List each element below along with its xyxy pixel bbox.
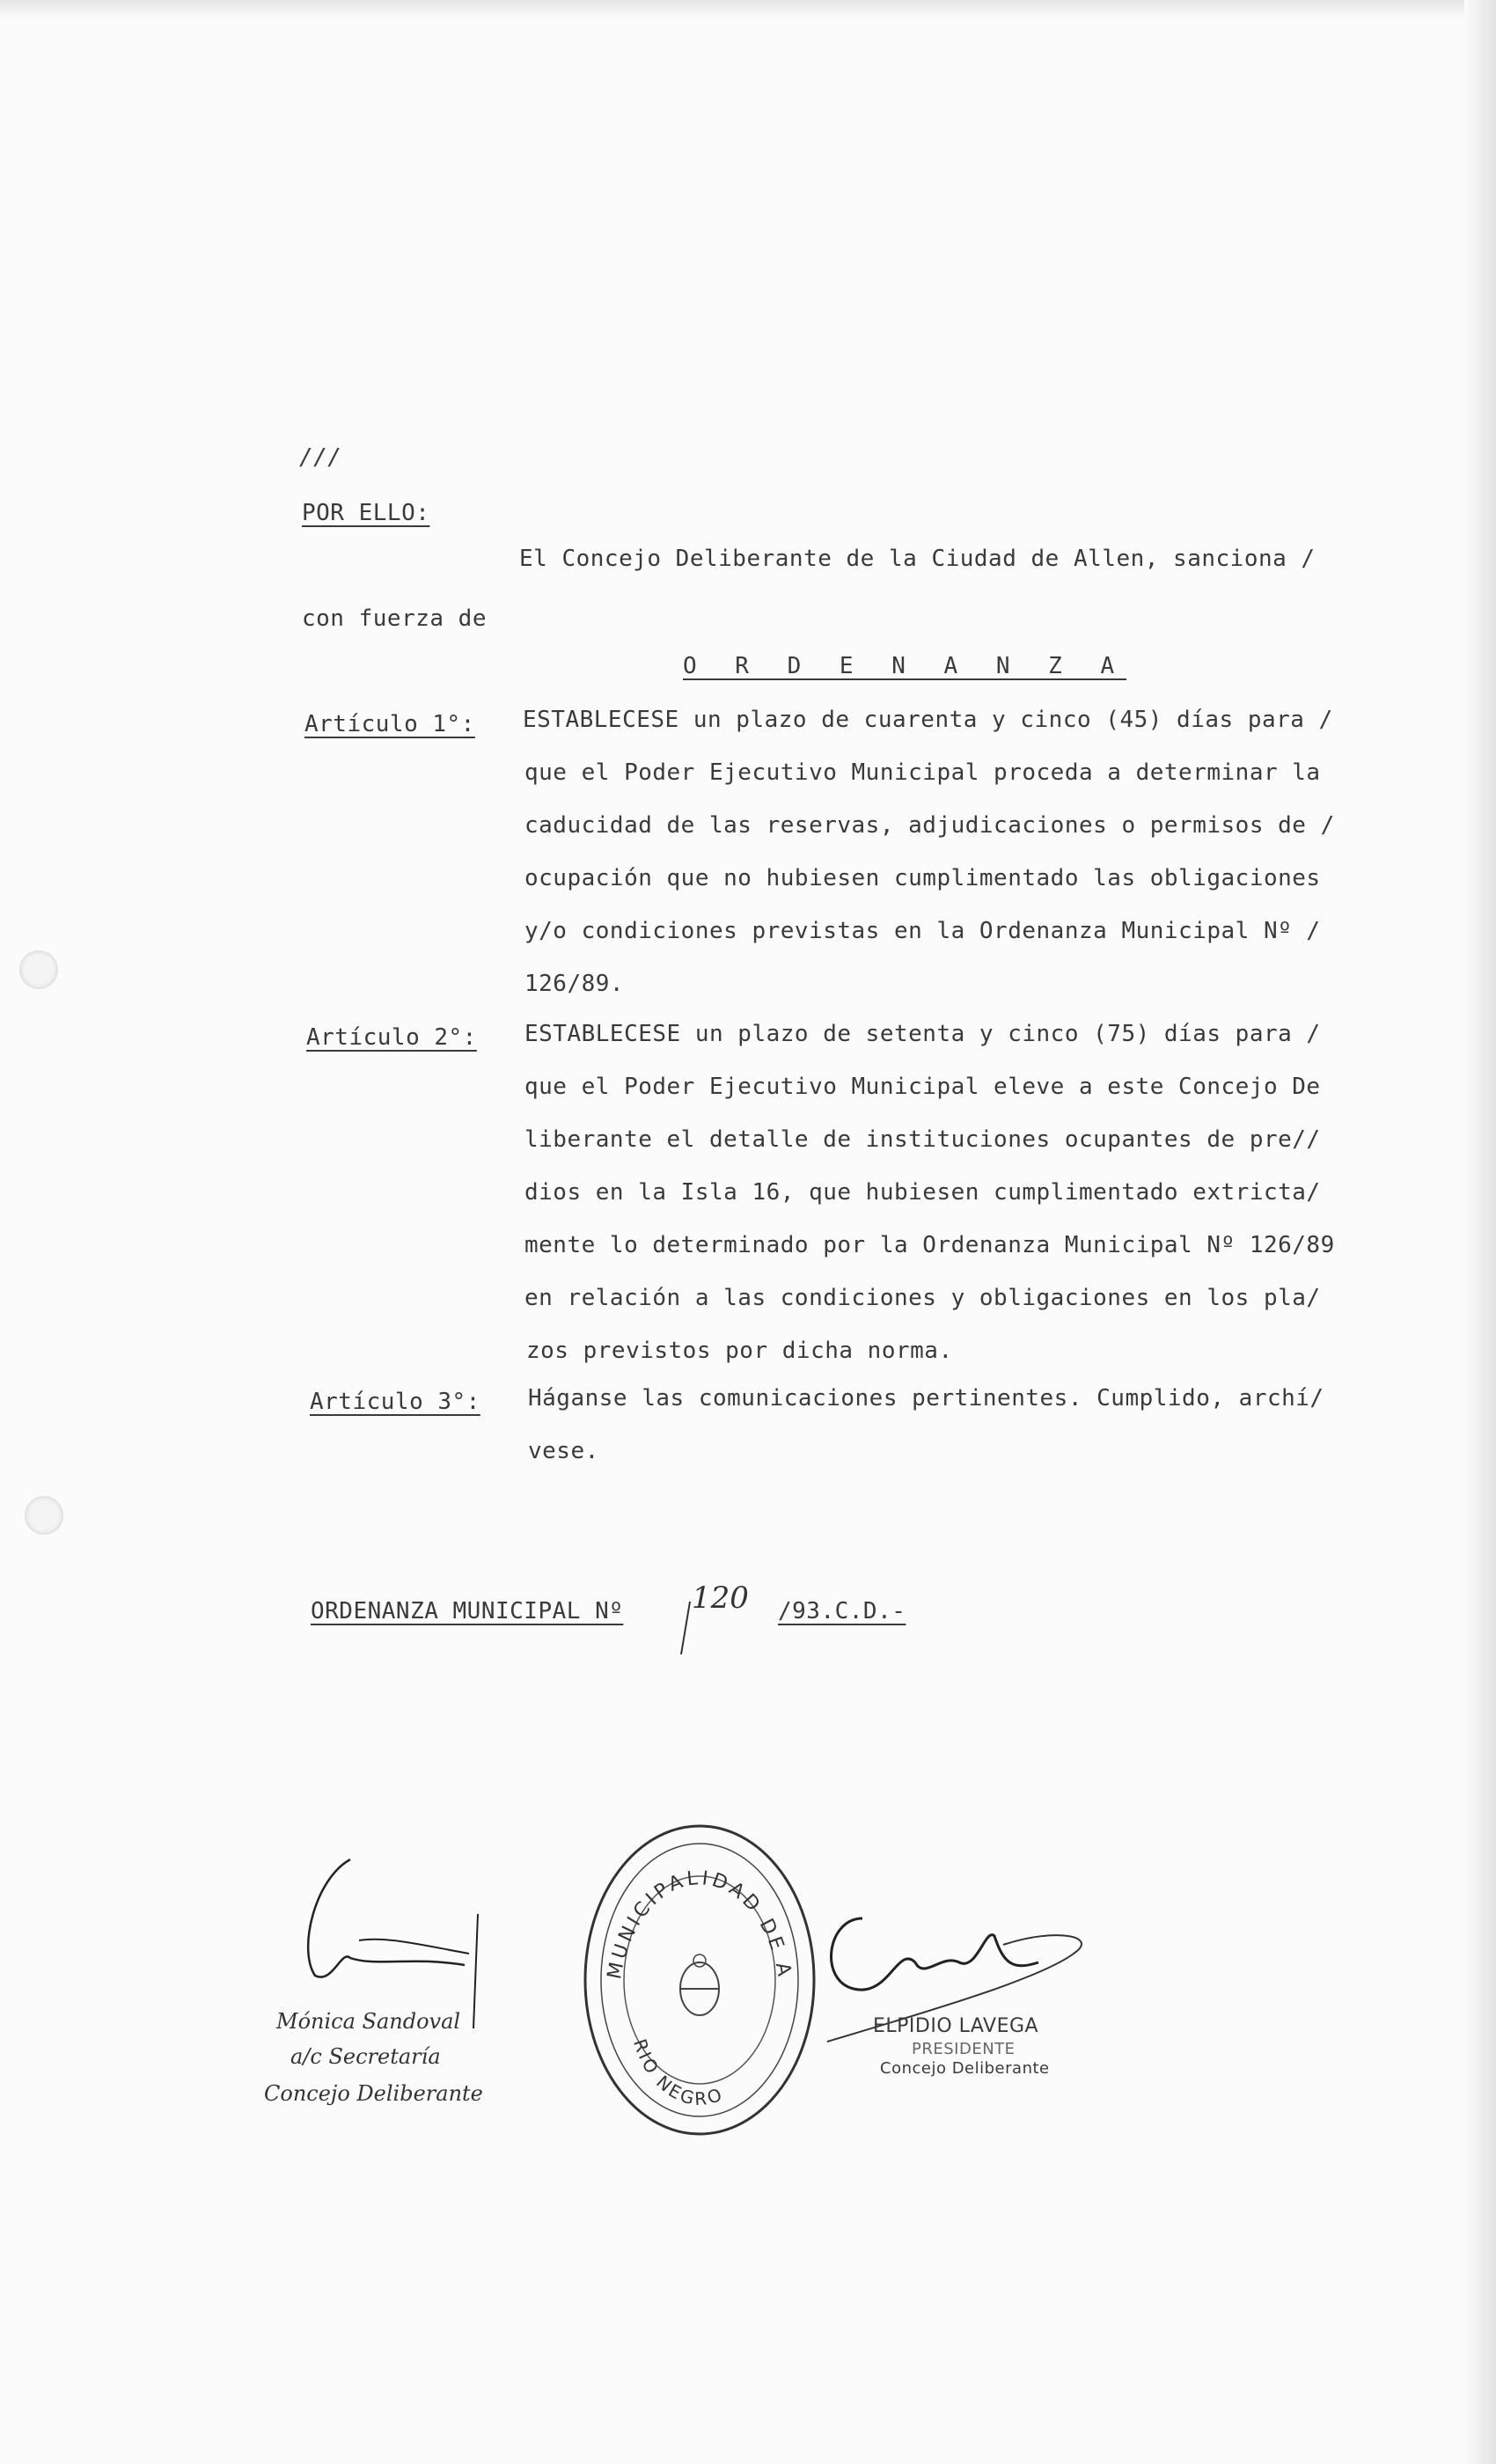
punch-hole: [25, 1496, 63, 1535]
left-signature-role: a/c Secretaría: [290, 2044, 441, 2069]
article-1-line: que el Poder Ejecutivo Municipal proceda a determinar la: [524, 759, 1321, 786]
svg-text:RIO NEGRO: RIO NEGRO: [629, 2035, 728, 2110]
intro-line-2: con fuerza de: [302, 605, 487, 632]
left-signature-scribble: [280, 1852, 509, 1993]
article-2-line: liberante el detalle de instituciones ocupantes de pre//: [524, 1126, 1321, 1153]
right-stamp-body: Concejo Deliberante: [880, 2059, 1050, 2078]
article-3-line: Háganse las comunicaciones pertinentes. Cumplido, archí/: [528, 1385, 1324, 1412]
official-seal: [571, 1805, 818, 2138]
article-2-line: que el Poder Ejecutivo Municipal eleve a este Concejo De: [524, 1074, 1321, 1100]
intro-line-1: El Concejo Deliberante de la Ciudad de Allen, sanciona /: [519, 546, 1316, 572]
article-1-line: caducidad de las reservas, adjudicaciones o permisos de /: [524, 812, 1335, 839]
article-2-line: mente lo determinado por la Ordenanza Municipal Nº 126/89: [524, 1232, 1335, 1258]
article-1-line: ESTABLECESE un plazo de cuarenta y cinco (45) días para /: [523, 707, 1333, 733]
article-2-line: zos previstos por dicha norma.: [526, 1338, 953, 1364]
page-right-edge: [1464, 0, 1496, 2464]
article-1-line: y/o condiciones previstas en la Ordenanza Municipal Nº /: [524, 918, 1321, 944]
punch-hole: [19, 950, 58, 989]
ordinance-suffix: /93.C.D.-: [778, 1598, 906, 1624]
article-1-label: Artículo 1°:: [304, 711, 475, 737]
article-1-line: ocupación que no hubiesen cumplimentado las obligaciones: [524, 865, 1321, 891]
article-2-line: dios en la Isla 16, que hubiesen cumplimentado extricta/: [524, 1179, 1321, 1206]
article-2-label: Artículo 2°:: [306, 1024, 477, 1051]
ordinance-number-handwritten: 120: [692, 1580, 749, 1616]
page-top-edge: [0, 0, 1496, 19]
article-2-line: ESTABLECESE un plazo de setenta y cinco (75) días para /: [524, 1021, 1321, 1047]
left-signature-name: Mónica Sandoval: [276, 2009, 461, 2034]
article-3-label: Artículo 3°:: [310, 1389, 480, 1415]
handwritten-stroke: [678, 1602, 713, 1654]
article-3-line: vese.: [528, 1438, 599, 1464]
right-stamp-name: ELPIDIO LAVEGA: [873, 2015, 1039, 2037]
por-ello-label: POR ELLO:: [302, 500, 430, 526]
svg-text:MUNICIPALIDAD DE ALLEN: MUNICIPALIDAD DE ALLEN: [571, 1805, 796, 1982]
article-1-line: 126/89.: [524, 971, 625, 997]
right-stamp-title: PRESIDENTE: [912, 2040, 1016, 2058]
ordinance-prefix: ORDENANZA MUNICIPAL Nº: [311, 1598, 624, 1624]
document-title: O R D E N A N Z A: [683, 653, 1127, 679]
left-signature-body: Concejo Deliberante: [264, 2081, 483, 2106]
article-2-line: en relación a las condiciones y obligaciones en los pla/: [524, 1285, 1321, 1311]
header-mark: ///: [299, 444, 342, 471]
